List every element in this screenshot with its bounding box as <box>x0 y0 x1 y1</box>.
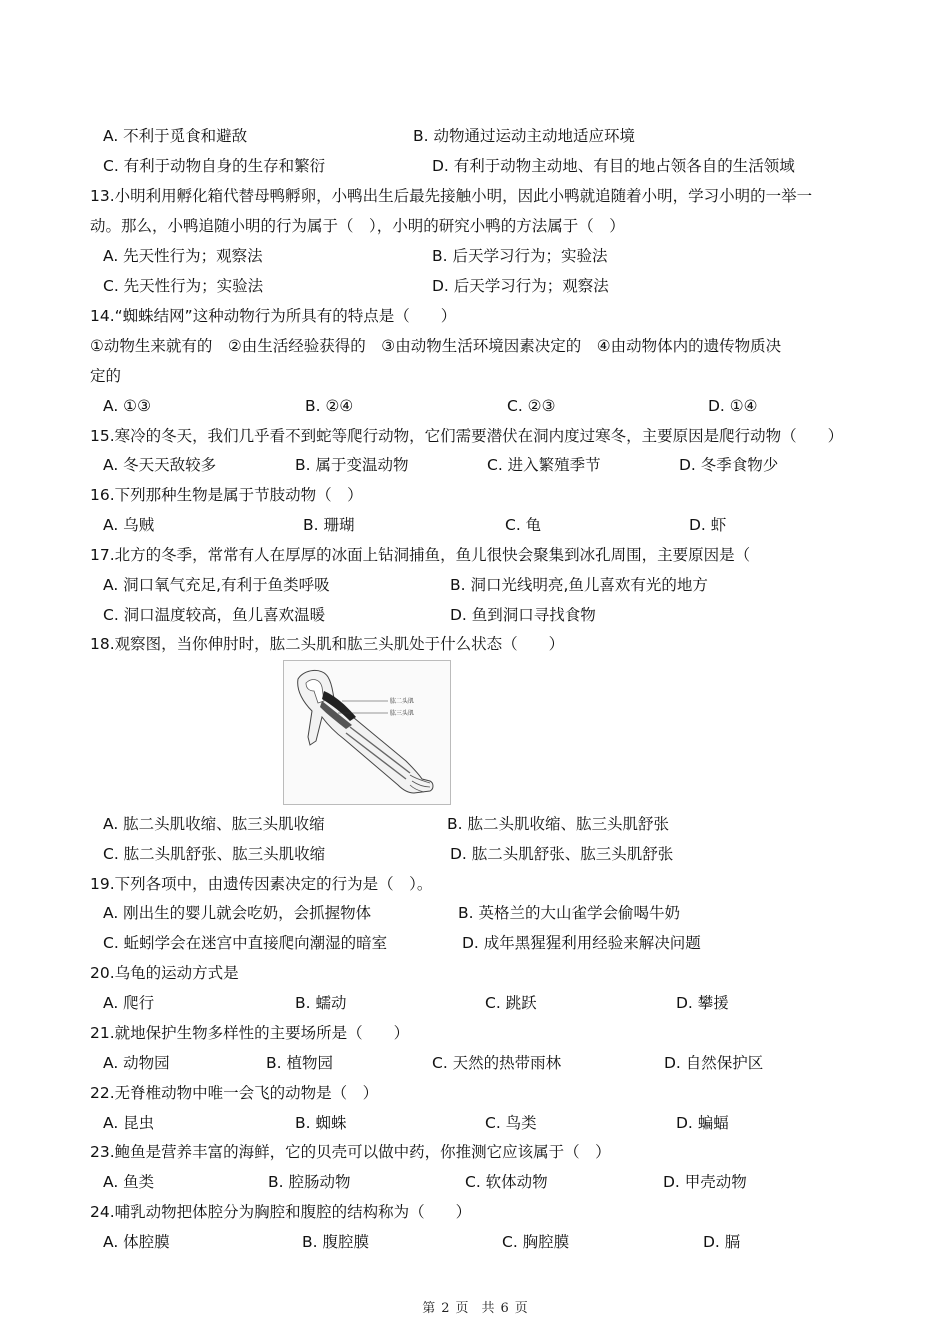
q14-stem-line2: ①动物生来就有的 ②由生活经验获得的 ③由动物生活环境因素决定的 ④由动物体内的遗传物质决 <box>90 337 782 355</box>
q24-option-b: B. 腹腔膜 <box>302 1233 369 1251</box>
q19-option-b: B. 英格兰的大山雀学会偷喝牛奶 <box>458 904 680 922</box>
q16-option-c: C. 龟 <box>505 516 542 534</box>
q16-stem-line1: 16.下列那种生物是属于节肢动物（ ） <box>90 486 363 504</box>
q18-option-a: A. 肱二头肌收缩、肱三头肌收缩 <box>103 815 325 833</box>
biceps-label: 肱二头肌 <box>390 698 415 705</box>
q24-option-c: C. 胸腔膜 <box>502 1233 570 1251</box>
q14-option-a: A. ①③ <box>103 397 151 415</box>
q14-stem-line3: 定的 <box>90 367 122 385</box>
footer-prefix: 第 <box>422 1301 436 1316</box>
q23-option-c: C. 软体动物 <box>465 1173 548 1191</box>
triceps-label: 肱三头肌 <box>390 710 415 717</box>
q12-option-b: B. 动物通过运动主动地适应环境 <box>413 127 635 145</box>
q21-stem-line1: 21.就地保护生物多样性的主要场所是（ ） <box>90 1024 410 1042</box>
q15-stem-line1: 15.寒冷的冬天，我们几乎看不到蛇等爬行动物，它们需要潜伏在洞内度过寒冬，主要原因是爬行动物（ ） <box>90 427 844 445</box>
q18-option-c: C. 肱二头肌舒张、肱三头肌收缩 <box>103 845 326 863</box>
q24-option-d: D. 膈 <box>703 1233 741 1251</box>
q15-option-b: B. 属于变温动物 <box>295 456 409 474</box>
q12-option-c: C. 有利于动物自身的生存和繁衍 <box>103 157 326 175</box>
q13-option-c: C. 先天性行为；实验法 <box>103 277 264 295</box>
q21-option-a: A. 动物园 <box>103 1054 170 1072</box>
q20-option-a: A. 爬行 <box>103 994 155 1012</box>
q24-stem-line1: 24.哺乳动物把体腔分为胸腔和腹腔的结构称为（ ） <box>90 1203 472 1221</box>
q19-option-a: A. 刚出生的婴儿就会吃奶，会抓握物体 <box>103 904 372 922</box>
q13-stem-line1: 13.小明利用孵化箱代替母鸭孵卵，小鸭出生后最先接触小明，因此小鸭就追随着小明，学习小明的一举一 <box>90 187 813 205</box>
q23-option-d: D. 甲壳动物 <box>663 1173 747 1191</box>
q14-option-c: C. ②③ <box>507 397 556 415</box>
q19-option-d: D. 成年黑猩猩利用经验来解决问题 <box>462 934 701 952</box>
q14-option-d: D. ①④ <box>708 397 758 415</box>
q13-option-b: B. 后天学习行为；实验法 <box>432 247 608 265</box>
q15-option-c: C. 进入繁殖季节 <box>487 456 601 474</box>
q12-option-a: A. 不利于觅食和避敌 <box>103 127 248 145</box>
footer-middle: 页 共 <box>455 1301 495 1316</box>
footer-page-number: 2 <box>441 1301 450 1316</box>
footer-total-pages: 6 <box>500 1301 509 1316</box>
q24-option-a: A. 体腔膜 <box>103 1233 170 1251</box>
q17-stem-line1: 17.北方的冬季，常常有人在厚厚的冰面上钻洞捕鱼，鱼儿很快会聚集到冰孔周围，主要原因是（ <box>90 546 751 564</box>
q13-option-a: A. 先天性行为；观察法 <box>103 247 263 265</box>
q22-stem-line1: 22.无脊椎动物中唯一会飞的动物是（ ） <box>90 1084 379 1102</box>
q23-option-a: A. 鱼类 <box>103 1173 155 1191</box>
q14-option-b: B. ②④ <box>305 397 354 415</box>
q16-option-d: D. 虾 <box>689 516 727 534</box>
q17-option-c: C. 洞口温度较高，鱼儿喜欢温暖 <box>103 606 326 624</box>
q16-option-a: A. 乌贼 <box>103 516 155 534</box>
q23-stem-line1: 23.鲍鱼是营养丰富的海鲜，它的贝壳可以做中药，你推测它应该属于（ ） <box>90 1143 611 1161</box>
page-footer <box>0 1297 950 1316</box>
q18-stem-line1: 18.观察图，当你伸肘时，肱二头肌和肱三头肌处于什么状态（ ） <box>90 635 565 653</box>
q22-option-d: D. 蝙蝠 <box>676 1114 729 1132</box>
q19-stem-line1: 19.下列各项中，由遗传因素决定的行为是（ ）。 <box>90 875 433 893</box>
q21-option-c: C. 天然的热带雨林 <box>432 1054 562 1072</box>
q17-option-b: B. 洞口光线明亮,鱼儿喜欢有光的地方 <box>450 576 708 594</box>
q20-option-d: D. 攀援 <box>676 994 729 1012</box>
q19-option-c: C. 蚯蚓学会在迷宫中直接爬向潮湿的暗室 <box>103 934 388 952</box>
q20-option-b: B. 蠕动 <box>295 994 347 1012</box>
q12-option-d: D. 有利于动物主动地、有目的地占领各自的生活领域 <box>432 157 795 175</box>
q13-option-d: D. 后天学习行为；观察法 <box>432 277 609 295</box>
q15-option-d: D. 冬季食物少 <box>679 456 779 474</box>
q22-option-a: A. 昆虫 <box>103 1114 155 1132</box>
q18-option-b: B. 肱二头肌收缩、肱三头肌舒张 <box>447 815 669 833</box>
arm-illustration <box>284 661 450 804</box>
q20-stem-line1: 20.乌龟的运动方式是 <box>90 964 239 982</box>
q22-option-b: B. 蜘蛛 <box>295 1114 347 1132</box>
q21-option-d: D. 自然保护区 <box>664 1054 764 1072</box>
q18-option-d: D. 肱二头肌舒张、肱三头肌舒张 <box>450 845 674 863</box>
q22-option-c: C. 鸟类 <box>485 1114 537 1132</box>
q23-option-b: B. 腔肠动物 <box>268 1173 351 1191</box>
q17-option-d: D. 鱼到洞口寻找食物 <box>450 606 596 624</box>
q21-option-b: B. 植物园 <box>266 1054 333 1072</box>
arm-muscle-figure <box>283 660 451 805</box>
q14-stem-line1: 14.“蜘蛛结网”这种动物行为所具有的特点是（ ） <box>90 307 457 325</box>
q13-stem-line2: 动。那么，小鸭追随小明的行为属于（ ），小明的研究小鸭的方法属于（ ） <box>90 217 625 235</box>
footer-suffix: 页 <box>514 1301 528 1316</box>
q17-option-a: A. 洞口氧气充足,有利于鱼类呼吸 <box>103 576 330 594</box>
q15-option-a: A. 冬天天敌较多 <box>103 456 217 474</box>
q16-option-b: B. 珊瑚 <box>303 516 355 534</box>
q20-option-c: C. 跳跃 <box>485 994 537 1012</box>
